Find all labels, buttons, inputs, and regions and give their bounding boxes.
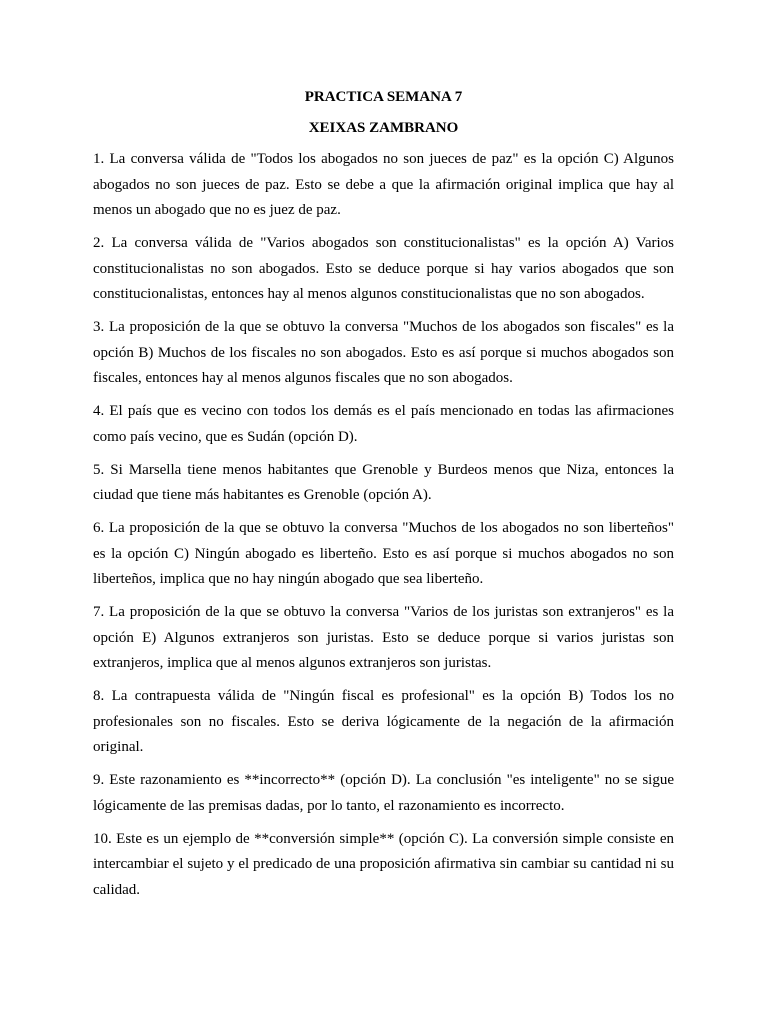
paragraph-3: 3. La proposición de la que se obtuvo la conversa "Muchos de los abogados son fiscales" es la opción B) Muchos de los fiscales no son abogados. Esto es así porque si muchos abogados son fiscales, entonces hay al menos algunos fiscales que no son abogados.: [93, 319, 674, 386]
paragraph-8: 8. La contrapuesta válida de "Ningún fiscal es profesional" es la opción B) Todos los no profesionales son no fiscales. Esto se deriva lógicamente de la negación de la afirmación original.: [93, 688, 674, 755]
paragraph-9: 9. Este razonamiento es **incorrecto** (opción D). La conclusión "es inteligente" no se sigue lógicamente de las premisas dadas, por lo tanto, el razonamiento es incorrecto.: [93, 772, 674, 814]
paragraph-6: 6. La proposición de la que se obtuvo la conversa "Muchos de los abogados no son liberteños" es la opción C) Ningún abogado es liberteño. Esto es así porque si muchos abogados no son liberteños, implica que no hay ningún abogado que sea liberteño.: [93, 520, 674, 587]
document-author: XEIXAS ZAMBRANO: [308, 120, 459, 136]
paragraph-10: 10. Este es un ejemplo de **conversión simple** (opción C). La conversión simple consiste en intercambiar el sujeto y el predicado de una proposición afirmativa sin cambiar su cantidad ni su calidad.: [93, 830, 674, 898]
paragraph-4: 4. El país que es vecino con todos los demás es el país mencionado en todas las afirmaciones como país vecino, que es Sudán (opción D).: [93, 403, 674, 445]
document-title: PRACTICA SEMANA 7: [304, 89, 463, 105]
paragraph-7: 7. La proposición de la que se obtuvo la conversa "Varios de los juristas son extranjeros" es la opción E) Algunos extranjeros son juristas. Esto se deduce porque si varios juristas son extranjeros, implica que al menos algunos extranjeros son juristas.: [93, 604, 674, 671]
document-page: [93, 86, 674, 911]
paragraph-5: 5. Si Marsella tiene menos habitantes que Grenoble y Burdeos menos que Niza, entonces la ciudad que tiene más habitantes es Grenoble (opción A).: [93, 461, 674, 503]
paragraph-1: 1. La conversa válida de "Todos los abogados no son jueces de paz" es la opción C) Algunos abogados no son jueces de paz. Esto se debe a que la afirmación original implica que hay al menos un abogado que no es juez de paz.: [93, 151, 674, 218]
paragraph-2: 2. La conversa válida de "Varios abogados son constitucionalistas" es la opción A) Varios constitucionalistas no son abogados. Esto se deduce porque si hay varios abogados que son constitucionalistas, entonces hay al menos algunos constitucionalistas que no son abogados.: [93, 235, 674, 302]
